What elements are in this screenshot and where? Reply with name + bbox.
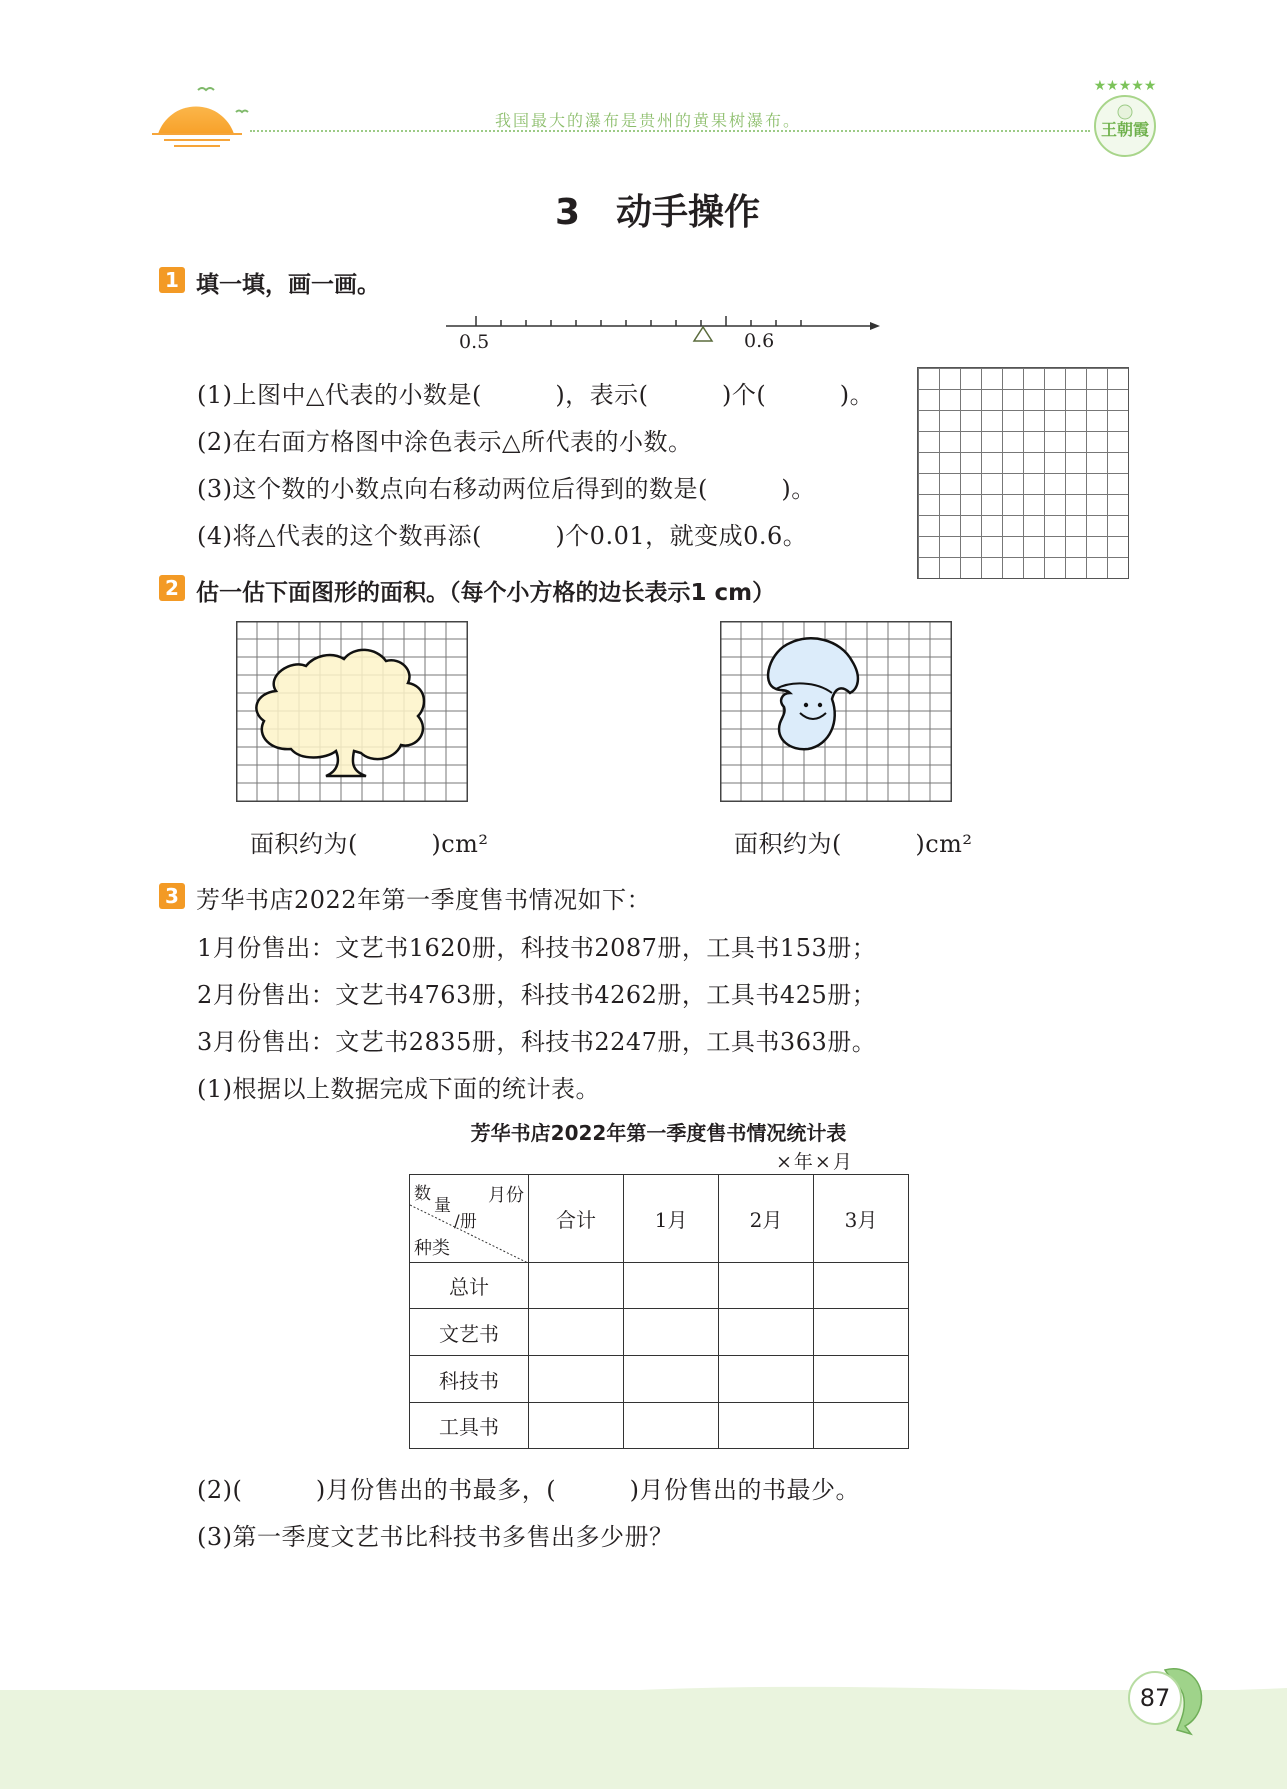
page-number: 87 [1139,1684,1171,1712]
cell-input[interactable] [719,1356,814,1403]
col-header-feb: 2月 [719,1175,814,1263]
sun-logo-icon [150,78,260,150]
cell-input[interactable] [529,1309,624,1356]
q2-caption-right: 面积约为( )cm² [734,830,973,858]
q3-intro: 芳华书店2022年第一季度售书情况如下： [196,886,652,914]
cell-input[interactable] [719,1263,814,1309]
header-fact: 我国最大的瀑布是贵州的黄果树瀑布。 [495,111,802,130]
corner-qty-a: 数 [414,1184,431,1204]
question-1-badge: 1 [159,267,185,293]
q1-item-1: (1)上图中△代表的小数是( )，表示( )个( )。 [197,381,875,409]
cell-input[interactable] [624,1356,719,1403]
number-line-label-0.6: 0.6 [744,330,775,352]
cell-input[interactable] [529,1356,624,1403]
logo-text: 王朝霞 [1100,120,1149,139]
cell-input[interactable] [624,1403,719,1449]
footer-wave [0,1676,1287,1706]
tree-grid-figure [236,621,468,802]
cell-input[interactable] [529,1403,624,1449]
mushroom-grid-figure [720,621,952,802]
q1-item-3: (3)这个数的小数点向右移动两位后得到的数是( )。 [197,475,816,503]
row-header-science: 科技书 [410,1356,529,1403]
cell-input[interactable] [719,1309,814,1356]
q2-caption-left: 面积约为( )cm² [250,830,489,858]
table-title: 芳华书店2022年第一季度售书情况统计表 [470,1121,847,1145]
hundred-grid[interactable] [917,367,1129,579]
cell-input[interactable] [529,1263,624,1309]
cell-input[interactable] [814,1309,909,1356]
cell-input[interactable] [719,1403,814,1449]
row-header-tools: 工具书 [410,1403,529,1449]
question-1-title: 填一填，画一画。 [196,272,380,298]
question-3-badge: 3 [159,883,185,909]
number-line-label-0.5: 0.5 [459,331,490,353]
col-header-jan: 1月 [624,1175,719,1263]
q3-line-1: 1月份售出：文艺书1620册，科技书2087册，工具书153册； [197,934,877,962]
question-2-title: 估一估下面图形的面积。（每个小方格的边长表示1 cm） [196,580,776,606]
row-header-total: 总计 [410,1263,529,1309]
q3-line-3: 3月份售出：文艺书2835册，科技书2247册，工具书363册。 [197,1028,877,1056]
col-header-mar: 3月 [814,1175,909,1263]
cell-input[interactable] [624,1309,719,1356]
q3-sub1: (1)根据以上数据完成下面的统计表。 [197,1075,600,1103]
q3-line-2: 2月份售出：文艺书4763册，科技书4262册，工具书425册； [197,981,877,1009]
corner-kind: 种类 [414,1238,450,1259]
svg-text:★★★★★: ★★★★★ [1093,78,1157,94]
stat-table [409,1174,909,1449]
page-title: 3 动手操作 [554,192,761,233]
row-header-literature: 文艺书 [410,1309,529,1356]
corner-month: 月份 [488,1185,524,1206]
cell-input[interactable] [814,1403,909,1449]
col-header-total: 合计 [529,1175,624,1263]
table-corner-cell [410,1175,529,1263]
corner-qty-b: 量 [434,1196,451,1216]
q1-item-2: (2)在右面方格图中涂色表示△所代表的小数。 [197,428,693,456]
cell-input[interactable] [814,1263,909,1309]
q3-sub3: (3)第一季度文艺书比科技书多售出多少册？ [197,1523,674,1551]
q3-sub2: (2)( )月份售出的书最多，( )月份售出的书最少。 [197,1476,860,1504]
q1-item-4: (4)将△代表的这个数再添( )个0.01，就变成0.6。 [197,522,808,550]
corner-unit: /册 [454,1212,477,1232]
question-2-badge: 2 [159,575,185,601]
table-date: ×年×月 [776,1151,854,1173]
cell-input[interactable] [624,1263,719,1309]
cell-input[interactable] [814,1356,909,1403]
number-line [440,310,880,350]
